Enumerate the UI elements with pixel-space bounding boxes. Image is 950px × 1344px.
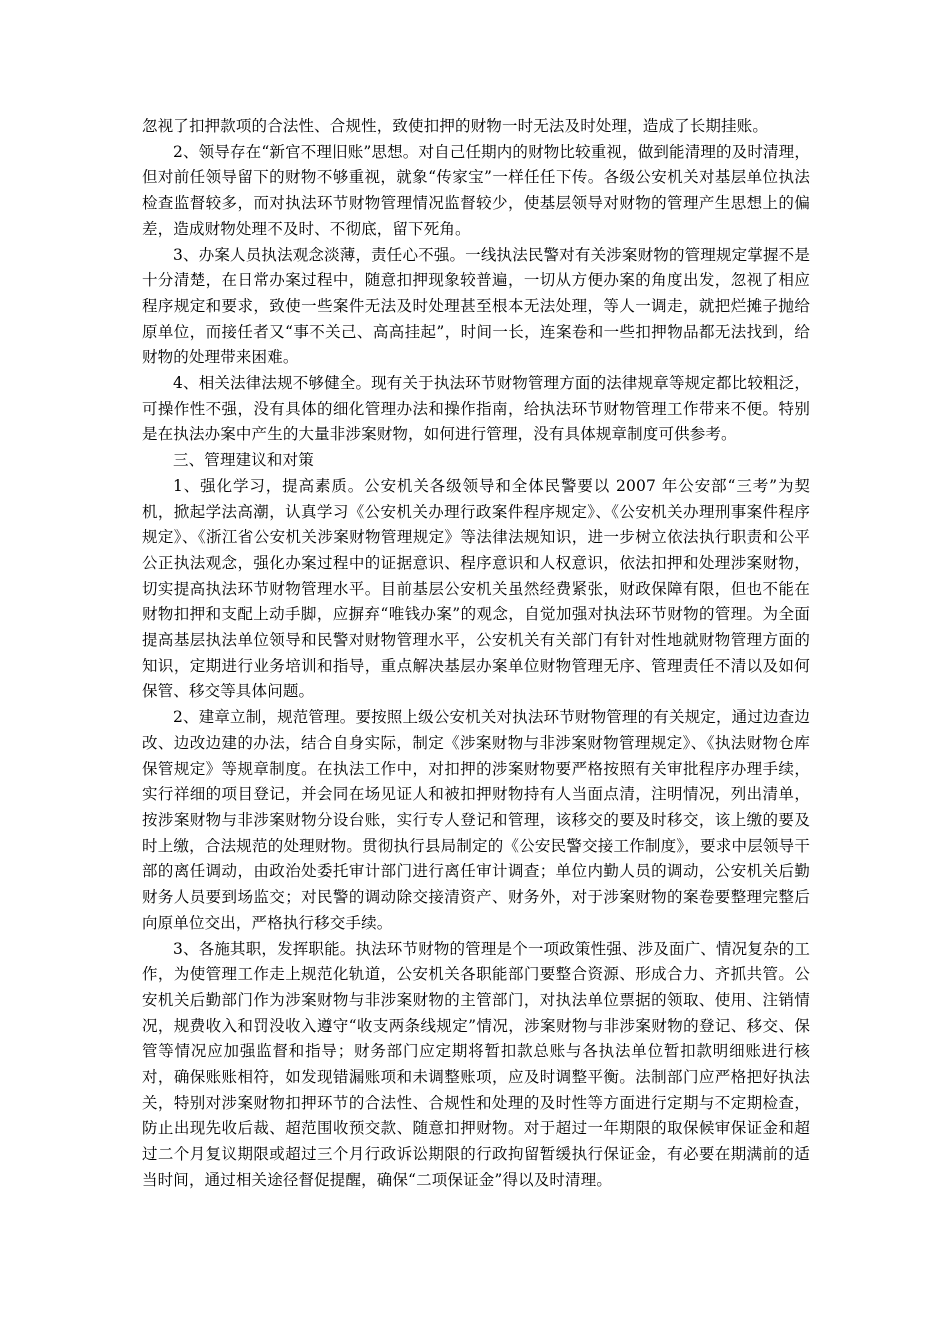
paragraph-continuation: 忽视了扣押款项的合法性、合规性，致使扣押的财物一时无法及时处理，造成了长期挂账。 (142, 117, 769, 135)
paragraph-cause-2: 2、领导存在“新官不理旧账”思想。对自己任期内的财物比较重视，做到能清理的及时清理，但对前任领导留下的财物不够重视，就象“传家宝”一样任任下传。各级公安机关对基层单位执法检查监督较多，而对执法环节财物管理情况监督较少，使基层领导对财物的管理产生思想上的偏差，造成财物处理不及时、不彻底，留下死角。 (142, 142, 810, 238)
section-heading-suggestions: 三、管理建议和对策 (173, 451, 314, 470)
paragraph-suggestion-3: 3、各施其职，发挥职能。执法环节财物的管理是个一项政策性强、涉及面广、情况复杂的工作，为使管理工作走上规范化轨道，公安机关各职能部门要整合资源、形成合力、齐抓共管。公安机关后勤部门作为涉案财物与非涉案财物的主管部门，对执法单位票据的领取、使用、注销情况，规费收入和罚没收入遵守“收支两条线规定”情况，涉案财物与非涉案财物的登记、移交、保管等情况应加强监督和指导；财务部门应定期将暂扣款总账与各执法单位暂扣款明细账进行核对，确保账账相符，如发现错漏账项和未调整账项，应及时调整平衡。法制部门应严格把好执法关，特别对涉案财物扣押环节的合法性、合规性和处理的及时性等方面进行定期与不定期检查，防止出现先收后裁、超范围收预交款、随意扣押财物。对于超过一年期限的取保候审保证金和超过二个月复议期限或超过三个月行政诉讼期限的行政拘留暂缓执行保证金，有必要在期满前的适当时间，通过相关途径督促提醒，确保“二项保证金”得以及时清理。 (142, 939, 810, 1189)
paragraph-suggestion-2: 2、建章立制，规范管理。要按照上级公安机关对执法环节财物管理的有关规定，通过边查边改、边改边建的办法，结合自身实际，制定《涉案财物与非涉案财物管理规定》、《执法财物仓库保管规定》等规章制度。在执法工作中，对扣押的涉案财物要严格按照有关审批程序办理手续，实行祥细的项目登记，并会同在场见证人和被扣押财物持有人当面点清，注明情况，列出清单，按涉案财物与非涉案财物分设台账，实行专人登记和管理，该移交的要及时移交，该上缴的要及时上缴，合法规范的处理财物。贯彻执行县局制定的《公安民警交接工作制度》，要求中层领导干部的离任调动，由政治处委托审计部门进行离任审计调查；单位内勤人员的调动，公安机关后勤财务人员要到场监交；对民警的调动除交接清资产、财务外，对于涉案财物的案卷要整理完整后向原单位交出，严格执行移交手续。 (142, 708, 810, 932)
document-body (142, 114, 810, 1194)
paragraph-cause-3: 3、办案人员执法观念淡薄，责任心不强。一线执法民警对有关涉案财物的管理规定掌握不是十分清楚，在日常办案过程中，随意扣押现象较普遍，一切从方便办案的角度出发，忽视了相应程序规定和要求，致使一些案件无法及时处理甚至根本无法处理，等人一调走，就把烂摊子抛给原单位，而接任者又“事不关己、高高挂起”，时间一长，连案卷和一些扣押物品都无法找到，给财物的处理带来困难。 (142, 245, 810, 367)
paragraph-suggestion-1: 1、强化学习，提高素质。公安机关各级领导和全体民警要以 2007 年公安部“三考”为契机，掀起学法高潮，认真学习《公安机关办理行政案件程序规定》、《公安机关办理刑事案件程序规定》、《浙江省公安机关涉案财物管理规定》等法律法规知识，进一步树立依法执行职责和公平公正执法观念，强化办案过程中的证据意识、程序意识和人权意识，依法扣押和处理涉案财物，切实提高执法环节财物管理水平。目前基层公安机关虽然经费紧张，财政保障有限，但也不能在财物扣押和支配上动手脚，应摒弃“唯钱办案”的观念，自觉加强对执法环节财物的管理。为全面提高基层执法单位领导和民警对财物管理水平，公安机关有关部门有针对性地就财物管理方面的知识，定期进行业务培训和指导，重点解决基层办案单位财物管理无序、管理责任不清以及如何保管、移交等具体问题。 (142, 476, 810, 701)
paragraph-cause-4: 4、相关法律法规不够健全。现有关于执法环节财物管理方面的法律规章等规定都比较粗泛，可操作性不强，没有具体的细化管理办法和操作指南，给执法环节财物管理工作带来不便。特别是在执法办案中产生的大量非涉案财物，如何进行管理，没有具体规章制度可供参考。 (142, 374, 810, 444)
